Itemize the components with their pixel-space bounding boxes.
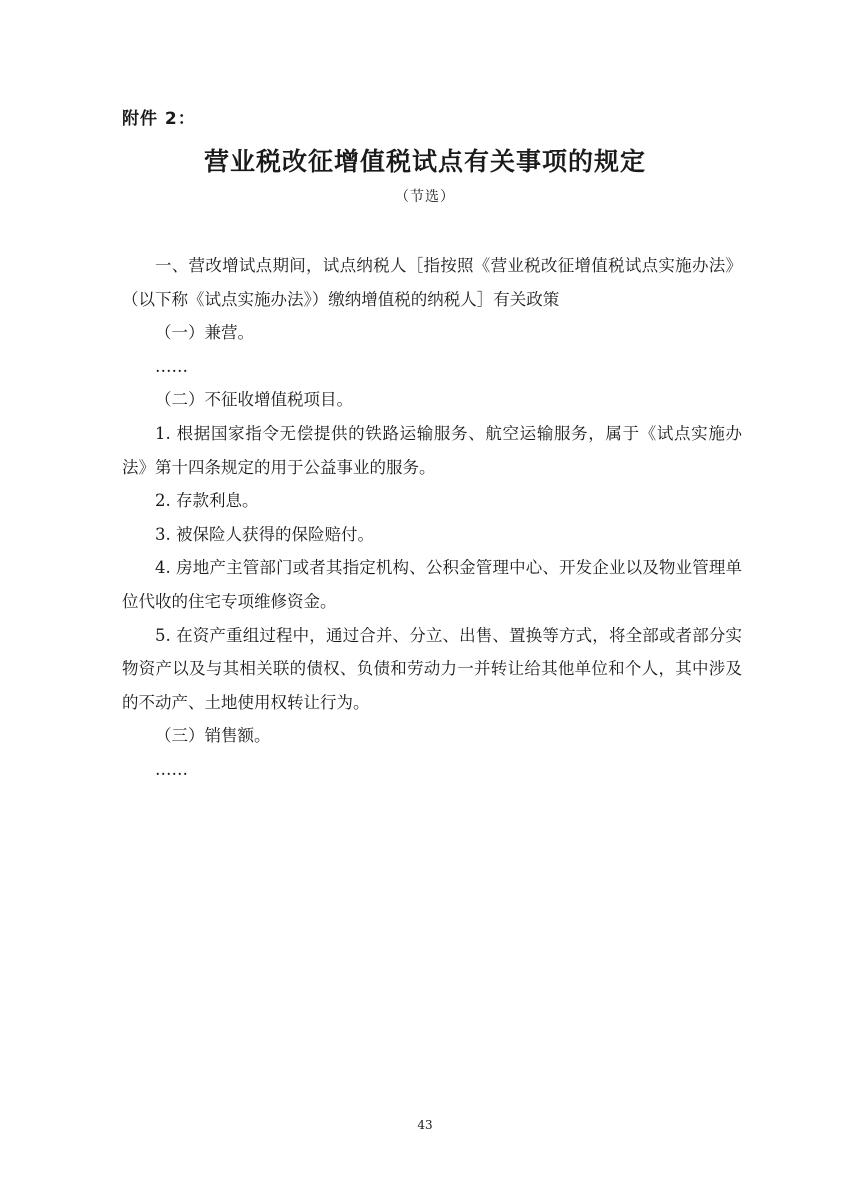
document-subtitle: （节选） <box>395 189 455 205</box>
paragraph-clause-5: 5. 在资产重组过程中，通过合并、分立、出售、置换等方式，将全部或者部分实物资产以及与其相关联的债权、负债和劳动力一并转让给其他单位和个人，其中涉及的不动产、土地使用权转让行为。 <box>122 625 742 712</box>
paragraph-item-1-heading: （一）兼营。 <box>155 323 254 343</box>
paragraph-clause-3: 3. 被保险人获得的保险赔付。 <box>155 524 374 544</box>
paragraph-section-1: 一、营改增试点期间，试点纳税人［指按照《营业税改征增值税试点实施办法》（以下称《试点实施办法》）缴纳增值税的纳税人］有关政策 <box>122 256 742 309</box>
page-number: 43 <box>417 1118 433 1132</box>
document-title: 营业税改征增值税试点有关事项的规定 <box>203 147 646 176</box>
paragraph-clause-1: 1. 根据国家指令无偿提供的铁路运输服务、航空运输服务，属于《试点实施办法》第十四条规定的用于公益事业的服务。 <box>122 423 742 477</box>
attachment-label: 附件 2： <box>122 109 196 129</box>
paragraph-item-3-heading: （三）销售额。 <box>155 726 271 746</box>
paragraph-item-2-heading: （二）不征收增值税项目。 <box>155 390 353 410</box>
paragraph-ellipsis: …… <box>155 759 188 779</box>
paragraph-clause-4: 4. 房地产主管部门或者其指定机构、公积金管理中心、开发企业以及物业管理单位代收的住宅专项维修资金。 <box>122 558 742 611</box>
paragraph-clause-2: 2. 存款利息。 <box>155 491 259 511</box>
document-body <box>122 249 742 787</box>
paragraph-ellipsis: …… <box>155 356 188 376</box>
